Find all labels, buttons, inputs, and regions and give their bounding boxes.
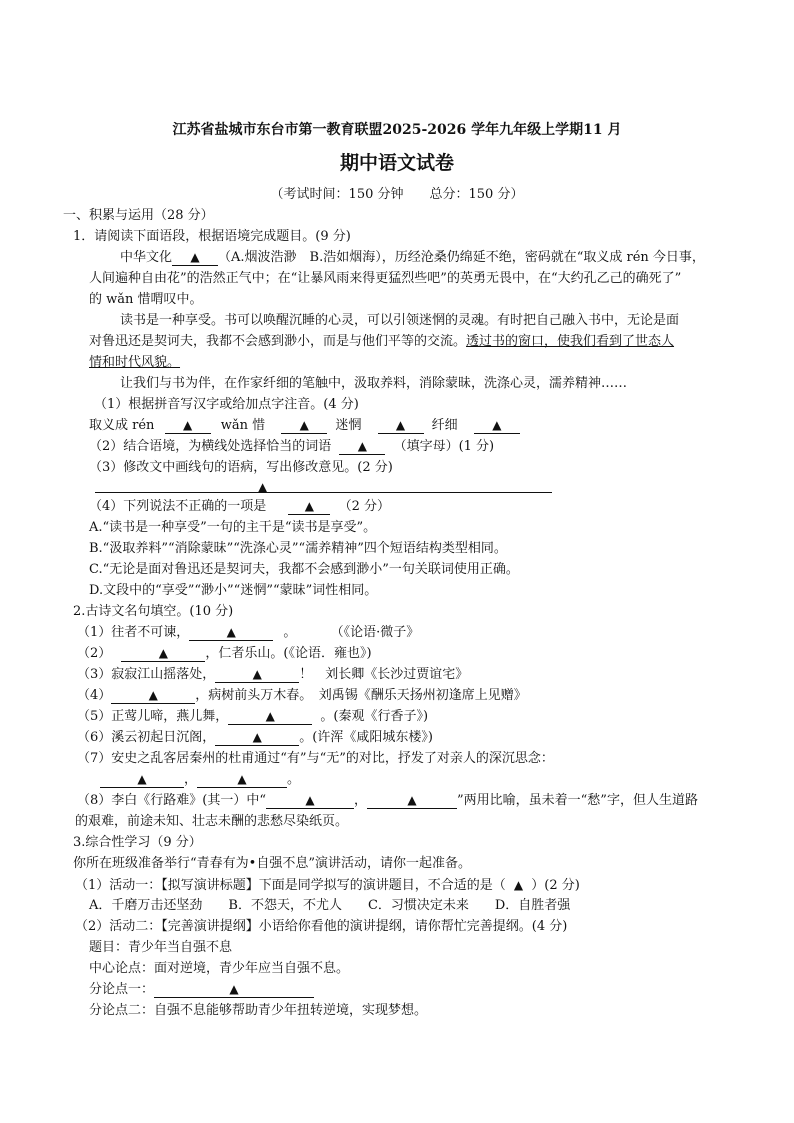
q2-l8-b: ”两用比喻，虽未着一“愁”字，但人生道路: [457, 793, 698, 808]
q2-blank-3[interactable]: [215, 667, 299, 683]
q1-sub1-items: [89, 417, 520, 435]
answer-mark-icon: ▲: [305, 793, 315, 807]
q2-line2: [77, 645, 372, 663]
answer-mark-icon: ▲: [252, 730, 262, 744]
answer-mark-icon: ▲: [357, 439, 368, 453]
q1-blank-wan[interactable]: [281, 418, 327, 434]
q2-blank-4[interactable]: [111, 688, 195, 704]
q3-activity2: （2）活动二：【完善演讲提纲】小语给你看他的演讲提纲，请你帮忙完善提纲。(4 分): [75, 919, 568, 934]
q1-sub4-text-b: （2 分）: [338, 499, 390, 514]
q1-para2-line1: 读书是一种享受。书可以唤醒沉睡的心灵，可以引领迷惘的灵魂。有时把自己融入书中，无论是面: [120, 313, 680, 328]
q2-l7-sep: ，: [184, 772, 198, 787]
answer-mark-icon: ▲: [407, 793, 417, 807]
answer-mark-icon: ▲: [148, 688, 158, 702]
q1-p1-text-b: （A.烟波浩渺 B.浩如烟海），历经沧桑仍绵延不绝，密码就在“取义成 rén 今日事，: [218, 250, 705, 265]
exam-title-line2: 期中语文试卷: [339, 152, 454, 174]
q1-sub4-blank[interactable]: [288, 499, 330, 515]
q1-item-ren: 取义成 rén: [89, 418, 155, 433]
q2-l5-b: 。(秦观《行香子》): [320, 709, 429, 724]
q2-l5-a: （5）正莺儿啼，燕儿舞，: [77, 709, 229, 724]
q2-blank-7a[interactable]: [100, 772, 184, 788]
q1-blank-miwang[interactable]: [378, 418, 424, 434]
q1-sub4: [89, 498, 390, 516]
q1-sub1: （1）根据拼音写汉字或给加点字注音。(4 分): [94, 397, 359, 412]
q2-l8-a: （8）李白《行路难》(其一）中“: [77, 793, 266, 808]
q3-point1: [89, 981, 314, 999]
q2-line7: （7）安史之乱客居秦州的杜甫通过“有”与“无”的对比，抒发了对亲人的深沉思念：: [77, 751, 554, 766]
q2-blank-1[interactable]: [189, 625, 273, 641]
q2-line4: [77, 687, 527, 705]
q2-line8: [77, 792, 698, 810]
q2-l4-a: （4）: [77, 688, 112, 703]
q2-line6: [77, 729, 433, 747]
q1-item-miwang: 迷惘: [335, 418, 362, 433]
exam-subtitle: （考试时间：150 分钟 总分：150 分）: [270, 187, 524, 202]
q1-para2-underlined-b: 情和时代风貌。: [89, 355, 181, 370]
answer-mark-icon: ▲: [226, 625, 236, 639]
exam-title-line1: 江苏省盐城市东台市第一教育联盟2025-2026 学年九年级上学期11 月: [172, 122, 622, 138]
q2-blank-6[interactable]: [215, 730, 299, 746]
answer-mark-icon: ▲: [258, 480, 268, 494]
q2-l8-sep: ，: [354, 793, 368, 808]
q3-activity1-options: A．千磨万击还坚劲 B．不怨天，不尤人 C．习惯决定未来 D．自胜者强: [89, 898, 571, 913]
q2-l6-a: （6）溪云初起日沉阁，: [77, 730, 216, 745]
q1-sub3-mark: [258, 478, 267, 497]
q2-l1-a: （1）往者不可谏，: [77, 625, 190, 640]
answer-mark-icon[interactable]: ▲: [513, 878, 524, 892]
q1-option-b: B.“汲取养料”“消除蒙昧”“洗涤心灵”“濡养精神”四个短语结构类型相同。: [89, 541, 507, 556]
q2-blank-8a[interactable]: [266, 793, 354, 809]
q1-blank-ren[interactable]: [165, 418, 211, 434]
q2-l2-b: ，仁者乐山。(《论语．雍也》): [205, 646, 372, 661]
q1-sub2-text-b: （填字母）(1 分): [393, 439, 495, 454]
q1-option-c: C.“无论是面对鲁迅还是契诃夫，我都不会感到渺小”一句关联词使用正确。: [89, 562, 519, 577]
q1-sub2-blank[interactable]: [339, 439, 385, 455]
q2-l7-end: 。: [287, 772, 301, 787]
q3-point1-label: 分论点一：: [89, 982, 155, 997]
q2-line8-cont: 的艰难，前途未知、壮志未酬的悲愁尽染纸页。: [75, 814, 349, 829]
answer-mark-icon: ▲: [158, 646, 169, 660]
q1-sub2: [89, 438, 494, 456]
q1-para3-line1: 让我们与书为伴，在作家纤细的笔触中，汲取养料，消除蒙昧，洗涤心灵，濡养精神……: [120, 376, 628, 391]
answer-mark-icon: ▲: [299, 418, 309, 432]
q2-line1: [77, 624, 419, 642]
q2-blank-7b[interactable]: [197, 772, 287, 788]
q1-p2-text: 对鲁迅还是契诃夫，我都不会感到渺小，而是与他们平等的交流。: [89, 334, 467, 349]
q1-option-a: A.“读书是一种享受”一句的主干是“读书是享受”。: [89, 520, 377, 535]
q3-act1-text-b: ）(2 分): [531, 878, 580, 893]
q2-l4-b: ，病树前头万木春。 刘禹锡《酬乐天扬州初逢席上见赠》: [195, 688, 527, 703]
answer-mark-icon: ▲: [492, 418, 502, 432]
answer-mark-icon: ▲: [137, 772, 147, 786]
q1-para2-line2: [89, 333, 674, 351]
q1-sub3-answer-line[interactable]: [95, 492, 552, 493]
q2-l1-b: 。: [283, 625, 297, 640]
q2-line3: [77, 666, 468, 684]
answer-mark-icon: ▲: [395, 418, 406, 432]
q1-option-d: D.文段中的“享受”“渺小”“迷惘”“蒙昧”词性相同。: [89, 583, 378, 598]
answer-mark-icon: ▲: [304, 499, 315, 513]
q1-p1-text-a: 中华文化: [120, 250, 173, 265]
answer-mark-icon: ▲: [237, 772, 247, 786]
answer-mark-icon: ▲: [252, 667, 262, 681]
q1-item-xianxi: 纤细: [431, 418, 458, 433]
q2-l3-a: （3）寂寂江山摇落处，: [77, 667, 216, 682]
q1-blank-xianxi[interactable]: [474, 418, 520, 434]
q2-l3-b: ！ 刘长卿《长沙过贾谊宅》: [299, 667, 469, 682]
q1-sub3: （3）修改文中画线句的语病，写出修改意见。(2 分): [89, 460, 393, 475]
q1-sub4-text-a: （4）下列说法不正确的一项是: [89, 499, 267, 514]
answer-mark-icon: ▲: [229, 982, 239, 996]
q2-blank-5[interactable]: [228, 709, 312, 725]
q1-blank-choice[interactable]: [172, 250, 218, 266]
q3-central-argument: 中心论点：面对逆境，青少年应当自强不息。: [89, 961, 350, 976]
q2-l6-b: 。(许浑《咸阳城东楼》): [299, 730, 433, 745]
q2-l2-a: （2）: [77, 646, 112, 661]
q2-blank-2[interactable]: [121, 646, 205, 662]
q3-point2: 分论点二：自强不息能够帮助青少年扭转逆境，实现梦想。: [89, 1003, 428, 1018]
q2-stem: 2.古诗文名句填空。(10 分): [73, 604, 234, 619]
q1-sub2-text-a: （2）结合语境，为横线处选择恰当的词语: [89, 439, 332, 454]
q3-point1-blank[interactable]: [154, 982, 314, 998]
q1-para1-line3: 的 wǎn 惜喟叹中。: [89, 292, 203, 307]
q3-act1-text-a: （1）活动一：【拟写演讲标题】下面是同学拟写的演讲题目，不合适的是（: [75, 878, 506, 893]
q1-stem: 1．请阅读下面语段，根据语境完成题目。(9 分): [73, 229, 351, 244]
q3-intro: 你所在班级准备举行“青春有为•自强不息”演讲活动，请你一起准备。: [73, 856, 471, 871]
q1-p2-underlined-a: 透过书的窗口，使我们看到了世态人: [466, 334, 675, 349]
q3-stem: 3.综合性学习（9 分）: [73, 835, 202, 850]
q2-line5: [77, 708, 428, 726]
section1-heading: 一、积累与运用（28 分）: [63, 208, 214, 223]
q1-para1-line1: [120, 249, 705, 267]
answer-mark-icon: ▲: [265, 709, 275, 723]
q2-line7-blanks: [100, 771, 300, 789]
q1-para1-line2: 人间遍种自由花”的浩然正气中；在“让暴风雨来得更猛烈些吧”的英勇无畏中，在“大约孔乙己的确死了”: [89, 271, 682, 286]
q3-activity1: [75, 876, 580, 895]
q1-item-wan: wǎn 惜: [220, 418, 266, 433]
answer-mark-icon: ▲: [182, 418, 193, 432]
q2-l1-c: （《论语·微子》: [330, 625, 420, 640]
q3-topic: 题目：青少年当自强不息: [89, 940, 233, 955]
answer-mark-icon: ▲: [190, 250, 200, 264]
q2-blank-8b[interactable]: [367, 793, 457, 809]
